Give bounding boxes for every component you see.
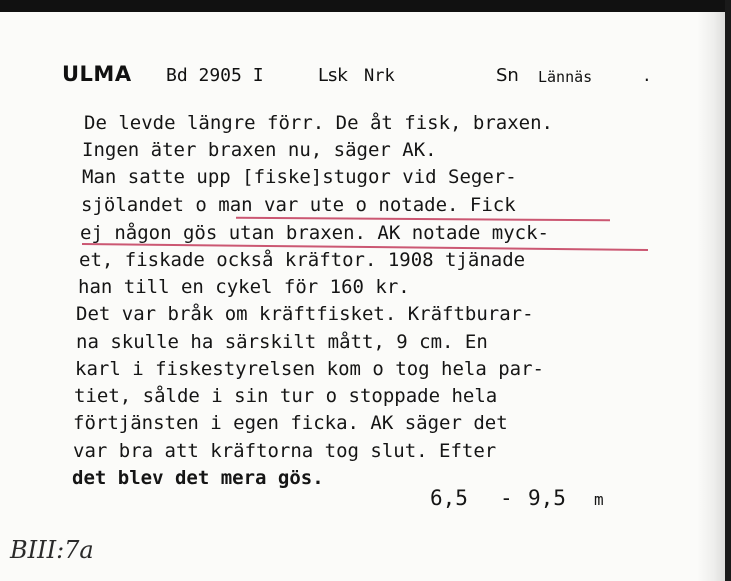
body-line-12: förtjänsten i egen ficka. AK säger det bbox=[73, 412, 508, 434]
collection-label: ULMA bbox=[62, 62, 132, 86]
measure-dash: - bbox=[500, 486, 513, 510]
body-line-6: et, fiskade också kräftor. 1908 tjänade bbox=[79, 249, 526, 271]
body-line-13: var bra att kräftorna tog slut. Efter bbox=[73, 440, 497, 462]
body-line-4: sjölandet o man var ute o notade. Fick bbox=[81, 194, 516, 216]
handwritten-archive-mark: BIII:7a bbox=[10, 536, 94, 564]
hundred-abbr: Nrk bbox=[364, 66, 395, 86]
body-line-2: Ingen äter braxen nu, säger AK. bbox=[82, 139, 437, 161]
body-line-5: ej någon gös utan braxen. AK notade myck- bbox=[80, 222, 549, 244]
body-line-14: det blev det mera gös. bbox=[72, 467, 324, 489]
measure-unit: m bbox=[594, 490, 604, 509]
scan-top-edge bbox=[0, 0, 731, 12]
body-line-10: karl i fiskestyrelsen kom o tog hela par- bbox=[75, 358, 544, 380]
parish-label: Sn bbox=[496, 65, 519, 86]
record-code: Bd 2905 I bbox=[166, 65, 264, 86]
body-line-8: Det var bråk om kräftfisket. Kräftburar- bbox=[76, 303, 534, 325]
header-trailing-mark: . bbox=[642, 66, 652, 85]
scan-right-edge bbox=[725, 0, 731, 581]
underline-mark-1 bbox=[236, 217, 610, 222]
body-line-9: na skulle ha särskilt mått, 9 cm. En bbox=[76, 331, 488, 353]
card-header bbox=[62, 62, 662, 96]
body-line-11: tiet, sålde i sin tur o stoppade hela bbox=[74, 385, 498, 407]
body-line-7: han till en cykel för 160 kr. bbox=[78, 276, 410, 298]
measure-to: 9,5 bbox=[528, 486, 566, 510]
scan-right-shadow bbox=[697, 12, 725, 581]
parish-name: Lännäs bbox=[538, 68, 593, 86]
body-line-1: De levde längre förr. De åt fisk, braxen. bbox=[84, 112, 553, 134]
body-line-3: Man satte upp [fiske]stugor vid Seger- bbox=[82, 166, 517, 188]
measure-from: 6,5 bbox=[430, 486, 468, 510]
county-abbr: Lsk bbox=[318, 65, 348, 86]
